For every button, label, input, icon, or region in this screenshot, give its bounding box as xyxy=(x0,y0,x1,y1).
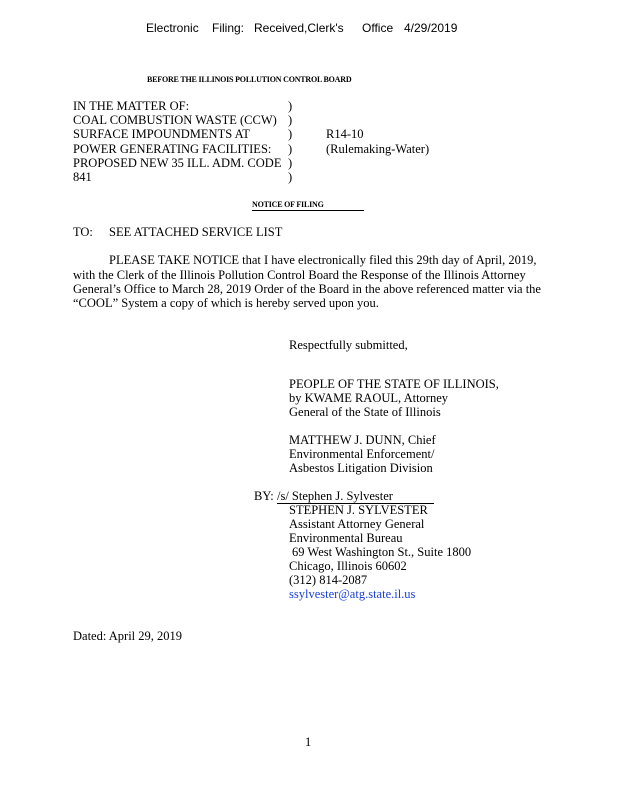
caption-paren: ) xyxy=(288,142,293,156)
dated: Dated: April 29, 2019 xyxy=(73,629,183,643)
caption-paren: ) xyxy=(288,127,293,141)
signer-city: Chicago, Illinois 60602 xyxy=(289,559,407,573)
notice-title: NOTICE OF FILING xyxy=(252,200,364,211)
caption-line: IN THE MATTER OF: xyxy=(73,99,190,113)
by-signature: /s/ Stephen J. Sylvester xyxy=(277,489,434,504)
signer-email-link[interactable]: ssylvester@atg.state.il.us xyxy=(289,587,416,601)
header-electronic: Electronic xyxy=(146,21,199,35)
board-title: BEFORE THE ILLINOIS POLLUTION CONTROL BOARD xyxy=(147,75,352,84)
caption-paren: ) xyxy=(288,99,293,113)
closing: Respectfully submitted, xyxy=(289,338,408,352)
body-line-2: with the Clerk of the Illinois Pollution Control Board the Response of the Illinois Attorney xyxy=(73,268,526,282)
body-line-3: General’s Office to March 28, 2019 Order of the Board in the above referenced matter via the xyxy=(73,282,541,296)
caption-line: COAL COMBUSTION WASTE (CCW) xyxy=(73,113,277,127)
caption-line: SURFACE IMPOUNDMENTS AT xyxy=(73,127,250,141)
caption-paren: ) xyxy=(288,113,293,127)
people-line-3: General of the State of Illinois xyxy=(289,405,441,419)
by-label: BY: xyxy=(254,489,274,503)
caption-paren: ) xyxy=(288,156,293,170)
to-label: TO: xyxy=(73,225,93,239)
people-line-2: by KWAME RAOUL, Attorney xyxy=(289,391,449,405)
case-type: (Rulemaking-Water) xyxy=(326,142,430,156)
body-line-1: PLEASE TAKE NOTICE that I have electronically filed this 29th day of April, 2019, xyxy=(109,253,537,267)
dunn-line-2: Environmental Enforcement/ xyxy=(289,447,435,461)
signer-phone: (312) 814-2087 xyxy=(289,573,368,587)
signer-title: Assistant Attorney General xyxy=(289,517,425,531)
page-number: 1 xyxy=(305,735,312,749)
header-date: 4/29/2019 xyxy=(404,21,458,35)
dunn-line-1: MATTHEW J. DUNN, Chief xyxy=(289,433,436,447)
signer-name: STEPHEN J. SYLVESTER xyxy=(289,503,428,517)
caption-line: POWER GENERATING FACILITIES: xyxy=(73,142,272,156)
caption-line: PROPOSED NEW 35 ILL. ADM. CODE xyxy=(73,156,282,170)
caption-line: 841 xyxy=(73,170,92,184)
body-line-4: “COOL” System a copy of which is hereby served upon you. xyxy=(73,296,379,310)
caption-paren: ) xyxy=(288,170,293,184)
signer-address: 69 West Washington St., Suite 1800 xyxy=(292,545,472,559)
header-office: Office xyxy=(362,21,394,35)
to-value: SEE ATTACHED SERVICE LIST xyxy=(109,225,283,239)
dunn-line-3: Asbestos Litigation Division xyxy=(289,461,433,475)
signer-bureau: Environmental Bureau xyxy=(289,531,403,545)
case-number: R14-10 xyxy=(326,127,364,141)
people-line-1: PEOPLE OF THE STATE OF ILLINOIS, xyxy=(289,377,499,391)
header-received: Received,Clerk's xyxy=(254,21,344,35)
header-filing: Filing: xyxy=(212,21,245,35)
